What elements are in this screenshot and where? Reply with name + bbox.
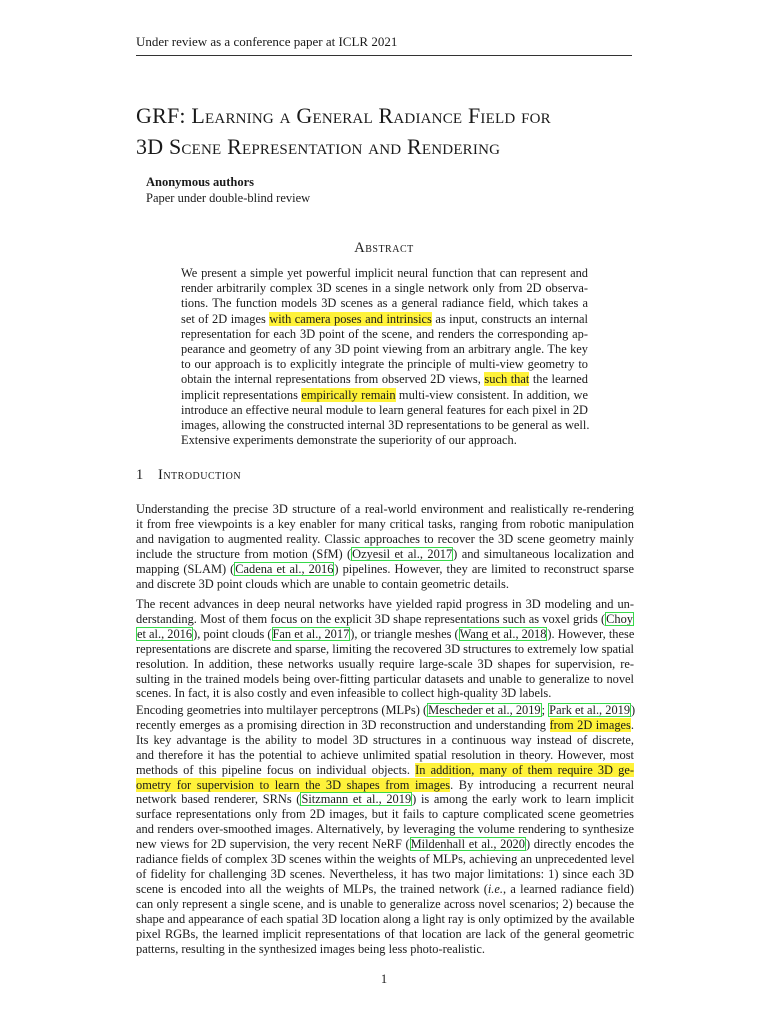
text-run: to our approach is to explicitly integrate the principle of multi-view geometry to [181,357,588,372]
text-run: i.e. [487,881,503,896]
text-run: multi-view consistent. In addition, we [395,387,588,402]
text-line [181,357,588,372]
citation-link[interactable]: Fan et al., 2017 [272,626,350,641]
abstract-heading: Abstract [354,240,414,256]
text-run: ). However, these [547,626,635,641]
text-line [181,418,588,433]
text-line [181,312,588,327]
text-run: recently emerges as a promising direction in 3D reconstruction and understanding [136,717,550,732]
text-run: ), or triangle meshes ( [350,626,459,641]
text-run: The recent advances in deep neural networks have yielded rapid progress in 3D modeling and un- [136,597,634,611]
text-line [136,837,634,852]
author-name: Anonymous authors [146,175,255,189]
text-line [181,433,588,448]
text-run: ; [541,703,549,717]
text-run: ) directly encodes the [525,837,634,852]
text-line [136,562,634,577]
citation-link[interactable]: Mescheder et al., 2019 [428,703,541,717]
text-line [136,672,634,687]
citation-link[interactable]: Sitzmann et al., 2019 [301,792,412,807]
text-run: representation for each 3D point of the scene, and renders the corresponding ap- [181,326,588,341]
citation-link[interactable]: Park et al., 2019 [549,703,631,717]
text-run: implicit representations [181,387,302,402]
text-run: of fidelity for challenging 3D scenes. Nevertheless, it has two major limitations: 1) since each 3D [136,866,634,881]
text-line [136,627,634,642]
text-run: include the structure from motion (SfM) ( [136,546,352,561]
text-run: representations are discrete and sparse, limiting the recovered 3D structures to extremely low spatial [136,641,634,656]
paragraph-1 [136,502,634,591]
text-run: pearance and geometry of any 3D point viewing from an arbitrary angle. The key [181,342,588,357]
text-run: pixel RGBs, the learned implicit representations of that location are lack of the general geometric [136,926,634,941]
text-run: surface representations only from 2D images, but it fails to capture complicated scene geometries [136,807,634,822]
text-line [136,718,634,733]
text-line [136,748,634,763]
text-run: obtain the internal representations from observed 2D views, [181,372,485,387]
text-line [136,502,634,517]
text-line [136,532,634,547]
text-line [181,342,588,357]
text-run: ) is among the early work to learn implicit [412,792,634,807]
text-run: ), point clouds ( [193,626,272,641]
text-run: and renders over-smoothed images. Alternatively, by leveraging the volume rendering to synthesize [136,822,634,837]
text-run: images, allowing the constructed internal 3D representations to be general as well. [181,418,590,433]
highlighted-text: from 2D images [549,717,631,732]
text-line [136,517,634,532]
text-run: sulting in the trained models being over-fitting particular datasets and unable to generalize to novel [136,671,634,686]
text-line [136,867,634,882]
text-line [136,686,634,701]
text-run: the learned [529,372,589,387]
citation-link[interactable]: Mildenhall et al., 2020 [410,837,525,852]
text-run: scene is encoded into all the weights of MLPs, the trained network ( [136,881,488,896]
running-header: Under review as a conference paper at ICLR 2021 [136,34,632,56]
text-line [136,897,634,912]
text-run: scenes. In fact, it is also costly and even infeasible to collect high-quality 3D labels. [136,686,552,701]
text-run: We present a simple yet powerful implicit neural function that can represent and [181,266,588,280]
text-run: and navigation to augmented reality. Classic approaches to recover the 3D scene geometry mainly [136,531,634,546]
text-line [136,703,634,718]
text-line [136,807,634,822]
paragraph-2 [136,597,634,701]
text-line [181,372,588,387]
text-line [136,912,634,927]
text-line [136,577,634,592]
text-line [181,296,588,311]
review-note: Paper under double-blind review [146,191,311,205]
text-line [136,852,634,867]
text-run: set of 2D images [181,311,270,326]
text-run: ) pipelines. However, they are limited to reconstruct sparse [334,561,634,576]
text-line [181,281,588,296]
text-run: it from free viewpoints is a key enabler for many critical tasks, ranging from robotic manipulation [136,516,634,531]
text-run: . [630,717,634,732]
section-title: Introduction [158,467,242,483]
section-heading [136,467,241,484]
text-run: derstanding. Most of them focus on the explicit 3D shape representations such as voxel grids ( [136,611,606,626]
highlighted-text: empirically remain [301,387,396,402]
text-run: Encoding geometries into multilayer perceptrons (MLPs) ( [136,703,428,717]
citation-link[interactable]: Cadena et al., 2016 [235,561,334,576]
text-line [181,403,588,418]
page-number: 1 [380,972,388,986]
text-line [136,642,634,657]
text-run: and discrete 3D point clouds which are unable to contain geometric details. [136,576,509,591]
text-run: ) and simultaneous localization and [453,546,634,561]
text-line [136,597,634,612]
text-run: Understanding the precise 3D structure of a real-world environment and realistically re-rendering [136,502,634,516]
text-run: mapping (SLAM) ( [136,561,235,576]
paper-title [136,100,656,162]
text-run: new views for 2D supervision, the very recent NeRF ( [136,837,410,852]
text-run: , a learned radiance field) [503,881,634,896]
text-run: radiance fields of complex 3D scenes within the weights of MLPs, achieving an unprecedented level [136,852,635,867]
text-line [136,792,634,807]
citation-link[interactable]: Ozyesil et al., 2017 [352,546,453,561]
text-line [136,822,634,837]
text-run: methods of this pipeline focus on individual objects. [136,762,416,777]
text-run: Extensive experiments demonstrate the superiority of our approach. [181,433,517,448]
text-run: as input, constructs an internal [431,311,588,326]
text-run: Its key advantage is the ability to model 3D structures in a continuous way instead of discrete, [136,732,634,747]
text-line [136,733,634,748]
section-number: 1 [136,467,144,483]
text-run: shape and appearance of each spatial 3D location along a light ray is only optimized by the available [136,911,635,926]
text-line [181,327,588,342]
text-line [136,547,634,562]
text-line [181,388,588,403]
text-run: introduce an effective neural module to learn general features for each pixel in 2D [181,402,588,417]
text-line [136,778,634,793]
text-run: and therefore it has the potential to achieve unlimited spatial resolution in theory. However, most [136,747,634,762]
title-line-1: GRF: Learning a General Radiance Field for [136,103,551,128]
abstract-body [181,266,588,448]
text-line [136,927,634,942]
text-line [136,942,634,957]
citation-link[interactable]: Wang et al., 2018 [459,626,547,641]
text-line [136,612,634,627]
text-line [136,763,634,778]
text-run: . By introducing a recurrent neural [450,777,635,792]
citation-link[interactable]: et al., 2016 [137,626,193,641]
highlighted-text: In addition, many of them require 3D ge- [415,762,634,777]
text-line [136,657,634,672]
text-run: resolution. In addition, these networks usually require large-scale 3D shapes for supervision, re- [136,656,634,671]
highlighted-text: such that [484,372,530,387]
text-line [136,882,634,897]
text-run: can only represent a single scene, and is unable to generalize across novel scenarios; 2) because the [136,896,634,911]
text-run: render arbitrarily complex 3D scenes in a single network only from 2D observa- [181,281,588,296]
text-run: network based renderer, SRNs ( [136,792,301,807]
text-line [181,266,588,281]
paragraph-3 [136,703,634,956]
citation-link[interactable]: Choy [606,611,633,626]
text-run: patterns, resulting in the synthesized images being less photo-realistic. [136,941,485,956]
title-line-2: 3D Scene Representation and Rendering [136,134,501,159]
author-block [146,174,310,206]
highlighted-text: with camera poses and intrinsics [269,311,432,326]
highlighted-text: ometry for supervision to learn the 3D shapes from images [136,777,451,792]
text-run: tions. The function models 3D scenes as a general radiance field, which takes a [181,296,588,311]
text-run: ) [631,703,636,717]
